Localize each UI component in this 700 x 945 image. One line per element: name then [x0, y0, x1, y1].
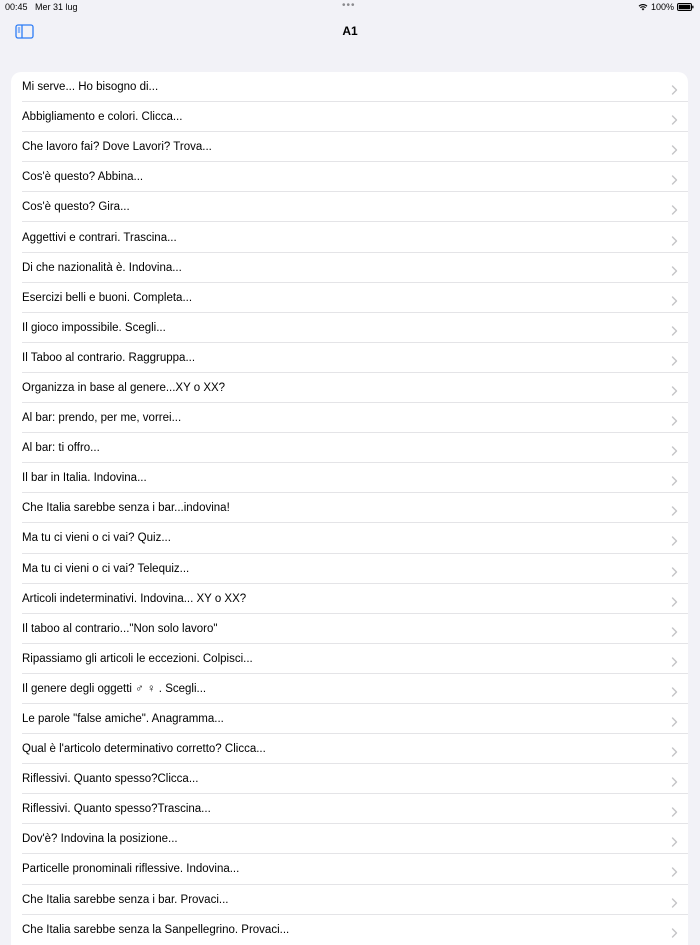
list-item[interactable]: [11, 132, 688, 162]
status-time: 00:45: [5, 2, 28, 12]
list-item-label: Qual è l'articolo determinativo corretto? Clicca...: [22, 743, 266, 756]
list-item-label: Al bar: prendo, per me, vorrei...: [22, 412, 182, 425]
list-item[interactable]: [11, 734, 688, 764]
chevron-right-icon: [671, 353, 678, 363]
chevron-right-icon: [671, 654, 678, 664]
list-item[interactable]: [11, 343, 688, 373]
list-item-label: Riflessivi. Quanto spesso?Clicca...: [22, 773, 199, 786]
list-item-label: Abbigliamento e colori. Clicca...: [22, 111, 183, 124]
chevron-right-icon: [671, 624, 678, 634]
list-item[interactable]: [11, 72, 688, 102]
list-item-label: Il gioco impossibile. Scegli...: [22, 321, 166, 334]
page-title: A1: [342, 24, 358, 38]
list-item[interactable]: [11, 584, 688, 614]
list-item[interactable]: [11, 102, 688, 132]
list-item-label: Ma tu ci vieni o ci vai? Telequiz...: [22, 562, 190, 575]
list-item-label: Che lavoro fai? Dove Lavori? Trova...: [22, 141, 212, 154]
chevron-right-icon: [671, 82, 678, 92]
list-item-label: Mi serve... Ho bisogno di...: [22, 81, 159, 94]
chevron-right-icon: [671, 503, 678, 513]
list-item[interactable]: [11, 704, 688, 734]
list-item-label: Al bar: ti offro...: [22, 442, 100, 455]
status-date: Mer 31 lug: [35, 2, 78, 12]
list-item[interactable]: [11, 764, 688, 794]
battery-icon: [677, 3, 694, 11]
list-item-label: Che Italia sarebbe senza la Sanpellegrino. Provaci...: [22, 923, 290, 936]
list-item[interactable]: [11, 373, 688, 403]
list-item[interactable]: [11, 614, 688, 644]
wifi-icon: [638, 3, 648, 11]
list-item[interactable]: [11, 554, 688, 584]
list-item-label: Cos'è questo? Gira...: [22, 201, 130, 214]
list-item-label: Le parole "false amiche". Anagramma...: [22, 713, 224, 726]
chevron-right-icon: [671, 323, 678, 333]
list-item-label: Ripassiamo gli articoli le eccezioni. Colpisci...: [22, 652, 253, 665]
list-item-label: Il taboo al contrario..."Non solo lavoro": [22, 622, 218, 635]
list-item-label: Ma tu ci vieni o ci vai? Quiz...: [22, 532, 171, 545]
list-item[interactable]: [11, 313, 688, 343]
list-item-label: Il Taboo al contrario. Raggruppa...: [22, 351, 196, 364]
list-item[interactable]: [11, 794, 688, 824]
list-item[interactable]: [11, 523, 688, 553]
list-item[interactable]: [11, 222, 688, 252]
list-item[interactable]: [11, 674, 688, 704]
list-item-label: Articoli indeterminativi. Indovina... XY o XX?: [22, 592, 247, 605]
chevron-right-icon: [671, 744, 678, 754]
list-item[interactable]: [11, 885, 688, 915]
list-item[interactable]: [11, 463, 688, 493]
exercise-list: [11, 72, 688, 945]
chevron-right-icon: [671, 774, 678, 784]
status-bar: [0, 0, 700, 14]
list-item-label: Che Italia sarebbe senza i bar. Provaci...: [22, 893, 229, 906]
chevron-right-icon: [671, 383, 678, 393]
list-item-label: Che Italia sarebbe senza i bar...indovina!: [22, 502, 230, 515]
chevron-right-icon: [671, 895, 678, 905]
chevron-right-icon: [671, 112, 678, 122]
chevron-right-icon: [671, 594, 678, 604]
list-item[interactable]: [11, 283, 688, 313]
list-item[interactable]: [11, 433, 688, 463]
status-indicators: [638, 2, 694, 12]
chevron-right-icon: [671, 684, 678, 694]
list-item[interactable]: [11, 915, 688, 945]
chevron-right-icon: [671, 834, 678, 844]
list-item[interactable]: [11, 192, 688, 222]
chevron-right-icon: [671, 172, 678, 182]
list-item[interactable]: [11, 824, 688, 854]
battery-percent: 100%: [650, 2, 674, 12]
list-item-label: Aggettivi e contrari. Trascina...: [22, 231, 177, 244]
list-item-label: Il genere degli oggetti ♂ ♀ . Scegli...: [22, 682, 207, 695]
chevron-right-icon: [671, 202, 678, 212]
list-item[interactable]: [11, 854, 688, 884]
list-item-label: Dov'è? Indovina la posizione...: [22, 833, 178, 846]
list-item[interactable]: [11, 403, 688, 433]
list-item[interactable]: [11, 493, 688, 523]
chevron-right-icon: [671, 233, 678, 243]
chevron-right-icon: [671, 564, 678, 574]
chevron-right-icon: [671, 293, 678, 303]
multitasking-dots[interactable]: •••: [342, 0, 356, 11]
chevron-right-icon: [671, 925, 678, 935]
list-item-label: Il bar in Italia. Indovina...: [22, 472, 147, 485]
chevron-right-icon: [671, 473, 678, 483]
list-item[interactable]: [11, 253, 688, 283]
chevron-right-icon: [671, 804, 678, 814]
chevron-right-icon: [671, 263, 678, 273]
chevron-right-icon: [671, 443, 678, 453]
chevron-right-icon: [671, 533, 678, 543]
list-item-label: Particelle pronominali riflessive. Indovina...: [22, 863, 240, 876]
list-item-label: Organizza in base al genere...XY o XX?: [22, 381, 226, 394]
list-item-label: Riflessivi. Quanto spesso?Trascina...: [22, 803, 211, 816]
list-item[interactable]: [11, 644, 688, 674]
chevron-right-icon: [671, 413, 678, 423]
list-item-label: Esercizi belli e buoni. Completa...: [22, 291, 193, 304]
navigation-bar: [0, 14, 700, 50]
list-item-label: Cos'è questo? Abbina...: [22, 171, 144, 184]
chevron-right-icon: [671, 142, 678, 152]
list-item[interactable]: [11, 162, 688, 192]
chevron-right-icon: [671, 864, 678, 874]
chevron-right-icon: [671, 714, 678, 724]
list-item-label: Di che nazionalità è. Indovina...: [22, 261, 182, 274]
